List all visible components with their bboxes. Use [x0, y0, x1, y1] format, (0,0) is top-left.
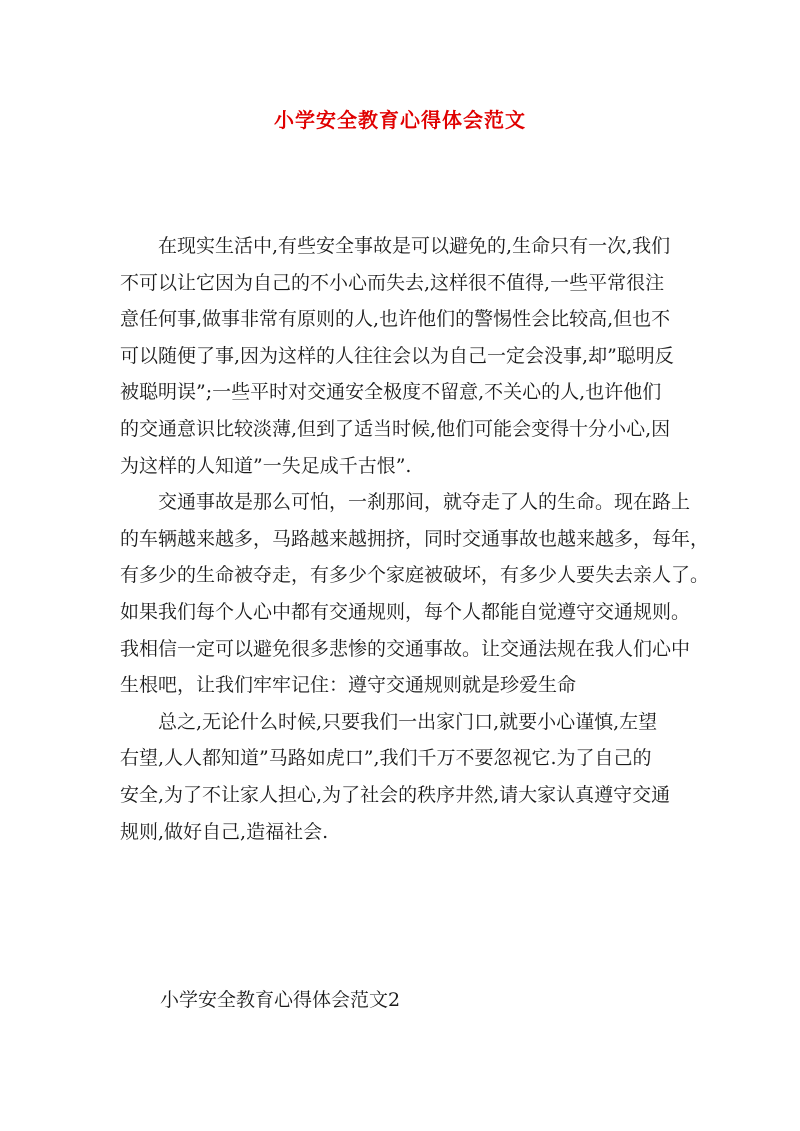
- text-line: 如果我们每个人心中都有交通规则，每个人都能自觉遵守交通规则。: [120, 600, 691, 623]
- text-line: 不可以让它因为自己的不小心而失去,这样很不值得,一些平常很注: [120, 271, 665, 294]
- document-body: [120, 228, 710, 850]
- text-line: 在现实生活中,有些安全事故是可以避免的,生命只有一次,我们: [158, 235, 671, 257]
- text-line: 总之,无论什么时候,只要我们一出家门口,就要小心谨慎,左望: [158, 710, 658, 733]
- text-line: 被聪明误”;一些平时对交通安全极度不留意,不关心的人,也许他们: [120, 381, 662, 404]
- text-line: 意任何事,做事非常有原则的人,也许他们的警惕性会比较高,但也不: [120, 308, 671, 331]
- text-line: 右望,人人都知道”马路如虎口”,我们千万不要忽视它.为了自己的: [120, 747, 652, 770]
- text-line: 安全,为了不让家人担心,为了社会的秩序井然,请大家认真遵守交通: [120, 783, 671, 806]
- text-line: 可以随便了事,因为这样的人往往会以为自己一定会没事,却”聪明反: [120, 344, 674, 367]
- text-line: 的车辆越来越多，马路越来越拥挤，同时交通事故也越来越多，每年，: [120, 527, 710, 550]
- paragraph-3: [120, 704, 685, 850]
- text-line: 交通事故是那么可怕，一刹那间，就夺走了人的生命。现在路上: [158, 491, 691, 514]
- text-line: 规则,做好自己,造福社会.: [120, 820, 329, 843]
- text-line: 有多少的生命被夺走，有多少个家庭被破坏，有多少人要失去亲人了。: [120, 564, 710, 587]
- paragraph-2: [120, 484, 710, 704]
- text-line: 生根吧，让我们牢牢记住：遵守交通规则就是珍爱生命: [120, 674, 577, 697]
- section-subtitle: 小学安全教育心得体会范文2: [160, 989, 401, 1011]
- text-line: 为这样的人知道”一失足成千古恨”.: [120, 454, 412, 477]
- document-title: 小学安全教育心得体会范文: [274, 108, 526, 132]
- paragraph-1: [120, 228, 685, 484]
- text-line: 的交通意识比较淡薄,但到了适当时候,他们可能会变得十分小心,因: [120, 417, 671, 440]
- text-line: 我相信一定可以避免很多悲惨的交通事故。让交通法规在我人们心中: [120, 637, 691, 660]
